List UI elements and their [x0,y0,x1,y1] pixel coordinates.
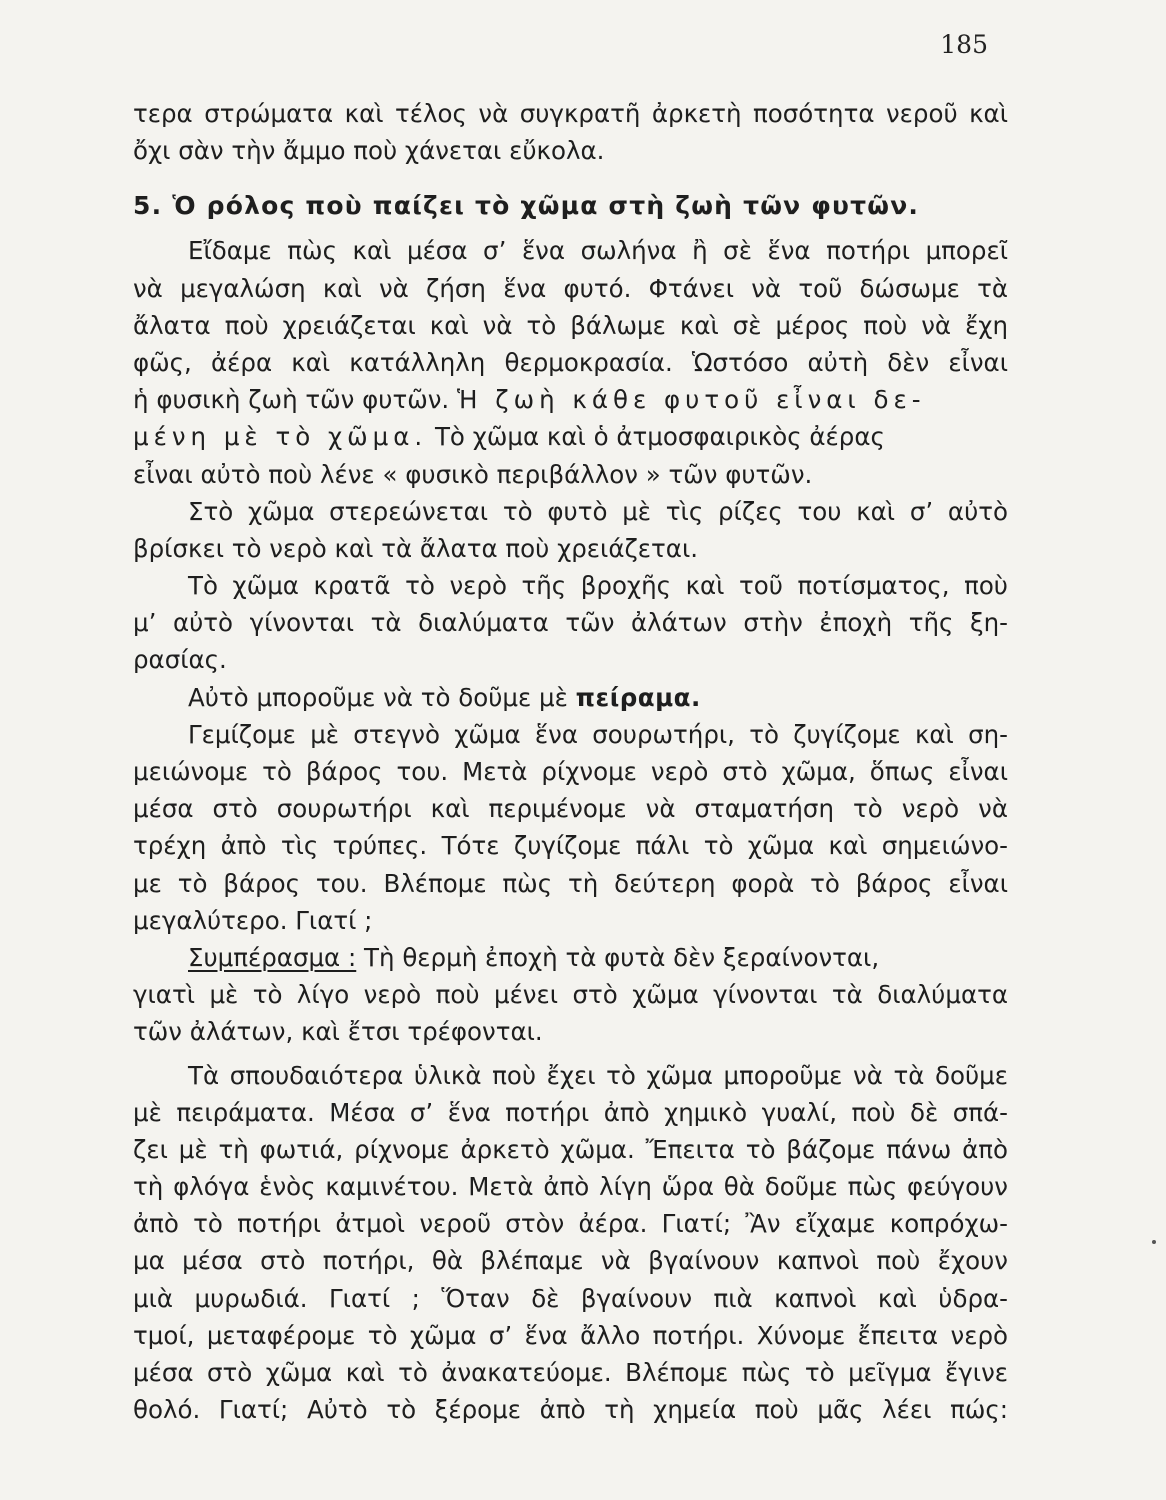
section-heading: 5. Ὁ ρόλος ποὺ παίζει τὸ χῶμα στὴ ζωὴ τῶν φυτῶν. [133,191,920,221]
spaced-emphasis: Ἡ ζωὴ κάθε φυτοῦ εἶναι δε- [457,385,926,415]
text-line: μ’ αὐτὸ γίνονται τὰ διαλύματα τῶν ἀλάτων στὴν ἐποχὴ τῆς ξη- [133,608,1008,638]
text-line: τρέχη ἀπὸ τὶς τρύπες. Τότε ζυγίζομε πάλι τὸ χῶμα καὶ σημειώνο- [133,831,1008,861]
scan-speck [1152,1240,1156,1244]
text-line [133,679,1008,716]
text-line: τερα στρώματα καὶ τέλος νὰ συγκρατῆ ἀρκετὴ ποσότητα νεροῦ καὶ [133,99,1008,128]
text-line: Εἴδαμε πὼς καὶ μέσα σ’ ἕνα σωλήνα ἢ σὲ ἕνα ποτήρι μπορεῖ [188,236,1008,266]
text-line: ὄχι σὰν τὴν ἄμμο ποὺ χάνεται εὔκολα. [133,136,605,166]
text-line: Τὸ χῶμα κρατᾶ τὸ νερὸ τῆς βροχῆς καὶ τοῦ ποτίσματος, ποὺ [188,571,1008,601]
text-line [133,939,1008,976]
text-line: φῶς, ἀέρα καὶ κατάλληλη θερμοκρασία. Ὡστόσο αὐτὴ δὲν εἶναι [133,347,1008,377]
text-segment: Τὸ χῶμα καὶ ὁ ἀτμοσφαιρικὸς ἀέρας [427,422,885,452]
text-line: μιὰ μυρωδιά. Γιατί ; Ὅταν δὲ βγαίνουν πιὰ καπνοὶ καὶ ὑδρα- [133,1283,1008,1313]
text-line [133,418,1008,455]
text-segment: ἡ φυσικὴ ζωὴ τῶν φυτῶν. [133,385,457,415]
text-line: θολό. Γιατί; Αὐτὸ τὸ ξέρομε ἀπὸ τὴ χημεία ποὺ μᾶς λέει πώς: [133,1395,1008,1425]
text-line: τὴ φλόγα ἑνὸς καμινέτου. Μετὰ ἀπὸ λίγη ὥρα θὰ δοῦμε πὼς φεύγουν [133,1172,1008,1202]
text-line: μέσα στὸ χῶμα καὶ τὸ ἀνακατεύομε. Βλέπομε πὼς τὸ μεῖγμα ἔγινε [133,1358,1008,1387]
text-line: εἶναι αὐτὸ ποὺ λένε « φυσικὸ περιβάλλον » τῶν φυτῶν. [133,459,813,489]
text-line: μειώνομε τὸ βάρος του. Μετὰ ρίχνομε νερὸ στὸ χῶμα, ὅπως εἶναι [133,757,1008,786]
text-line: Στὸ χῶμα στερεώνεται τὸ φυτὸ μὲ τὶς ρίζες του καὶ σ’ αὐτὸ [188,496,1008,526]
text-segment: Αὐτὸ μποροῦμε νὰ τὸ δοῦμε μὲ [188,682,576,712]
text-line: μέσα στὸ σουρωτήρι καὶ περιμένομε νὰ σταματήση τὸ νερὸ νὰ [133,794,1008,824]
text-line: Τὰ σπουδαιότερα ὑλικὰ ποὺ ἔχει τὸ χῶμα μποροῦμε νὰ τὰ δοῦμε [188,1060,1008,1090]
text-line: μα μέσα στὸ ποτήρι, θὰ βλέπαμε νὰ βγαίνουν καπνοὶ ποὺ ἔχουν [133,1246,1008,1276]
text-line: ἄλατα ποὺ χρειάζεται καὶ νὰ τὸ βάλωμε καὶ σὲ μέρος ποὺ νὰ ἔχη [133,310,1008,340]
text-line: Γεμίζομε μὲ στεγνὸ χῶμα ἕνα σουρωτήρι, τὸ ζυγίζομε καὶ ση- [188,719,1008,749]
text-line: ἀπὸ τὸ ποτήρι ἀτμοὶ νεροῦ στὸν ἀέρα. Γιατί; Ἂν εἴχαμε κοπρόχω- [133,1209,1008,1239]
page-content [133,95,1008,1428]
text-line: βρίσκει τὸ νερὸ καὶ τὰ ἄλατα ποὺ χρειάζεται. [133,533,699,563]
text-line: με τὸ βάρος του. Βλέπομε πὼς τὴ δεύτερη φορὰ τὸ βάρος εἶναι [133,868,1008,898]
page-number: 185 [940,30,988,59]
text-line: τῶν ἀλάτων, καὶ ἔτσι τρέφονται. [133,1017,543,1047]
text-line: ρασίας. [133,645,227,675]
text-line: μὲ πειράματα. Μέσα σ’ ἕνα ποτήρι ἀπὸ χημικὸ γυαλί, ποὺ δὲ σπά- [133,1097,1008,1127]
experiment-emphasis: πείραμα. [575,682,701,712]
text-segment: Τὴ θερμὴ ἐποχὴ τὰ φυτὰ δὲν ξεραίνονται, [356,942,880,972]
text-line: μεγαλύτερο. Γιατί ; [133,905,373,935]
text-line: τμοί, μεταφέρομε τὸ χῶμα σ’ ἕνα ἄλλο ποτήρι. Χύνομε ἔπειτα νερὸ [133,1320,1008,1350]
text-line: ζει μὲ τὴ φωτιά, ρίχνομε ἀρκετὸ χῶμα. Ἔπειτα τὸ βάζομε πάνω ἀπὸ [133,1134,1008,1164]
spaced-emphasis: μένη μὲ τὸ χῶμα. [133,422,428,452]
text-line: νὰ μεγαλώση καὶ νὰ ζήση ἕνα φυτό. Φτάνει νὰ τοῦ δώσωμε τὰ [133,273,1008,303]
text-line [133,381,1008,418]
conclusion-label: Συμπέρασμα : [188,942,357,972]
text-line: γιατὶ μὲ τὸ λίγο νερὸ ποὺ μένει στὸ χῶμα γίνονται τὰ διαλύματα [133,980,1008,1010]
